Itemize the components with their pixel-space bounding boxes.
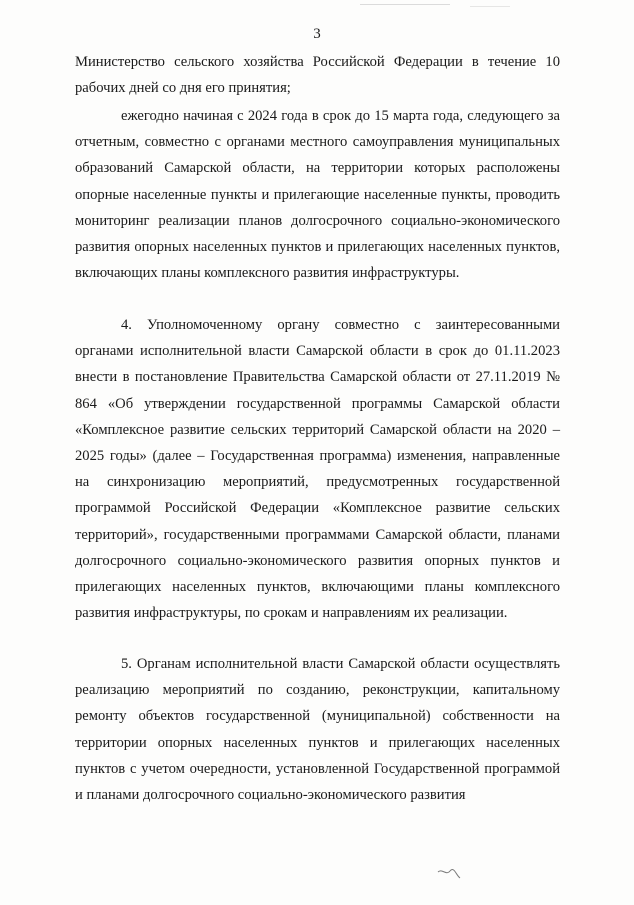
paragraph-item-4 <box>75 312 560 626</box>
paragraph-text: 4. Уполномоченному органу совместно с заинтересованными органами исполнительной власти Самарской области в срок до 01.11.2023 внести в постановление Правительства Самарской области от 27.11.2019 № 864 «Об утверждении государственной программы Самарской области «Комплексное развитие сельских территорий Самарской области на 2020 – 2025 годы» (далее – Государственная программа) изменения, направленные на синхронизацию мероприятий, предусмотренных государственной программой Российской Федерации «Комплексное развитие сельских территорий», государственными программами Самарской области, планами долгосрочного социально-экономического развития опорных пунктов и прилегающих населенных пунктов, включающими планы комплексного развития инфраструктуры, по срокам и направлениям их реализации. <box>75 317 560 622</box>
paragraph-monitoring <box>75 103 560 286</box>
scan-squiggle-mark <box>436 866 462 880</box>
scan-artifact <box>360 4 450 5</box>
paragraph-item-5 <box>75 651 560 808</box>
paragraph-text: 5. Органам исполнительной власти Самарской области осуществлять реализацию мероприятий по созданию, реконструкции, капитальному ремонту объектов государственной (муниципальной) собственности на территории опорных населенных пунктов и прилегающих населенных пунктов с учетом очередности, установленной Государственной программой и планами долгосрочного социально-экономического развития <box>75 656 560 804</box>
paragraph-continuation <box>75 49 560 101</box>
page-number: 3 <box>313 26 321 42</box>
paragraph-text: Министерство сельского хозяйства Российской Федерации в течение 10 рабочих дней со дня его принятия; <box>75 54 560 97</box>
paragraph-text: ежегодно начиная с 2024 года в срок до 15 марта года, следующего за отчетным, совместно с органами местного самоуправления муниципальных образований Самарской области, на территории которых расположены опорные населенные пункты и прилегающие населенные пункты, проводить мониторинг реализации планов долгосрочного социально-экономического развития опорных населенных пунктов и прилегающих населенных пунктов, включающих планы комплексного развития инфраструктуры. <box>75 108 560 282</box>
scan-artifact <box>470 6 510 7</box>
